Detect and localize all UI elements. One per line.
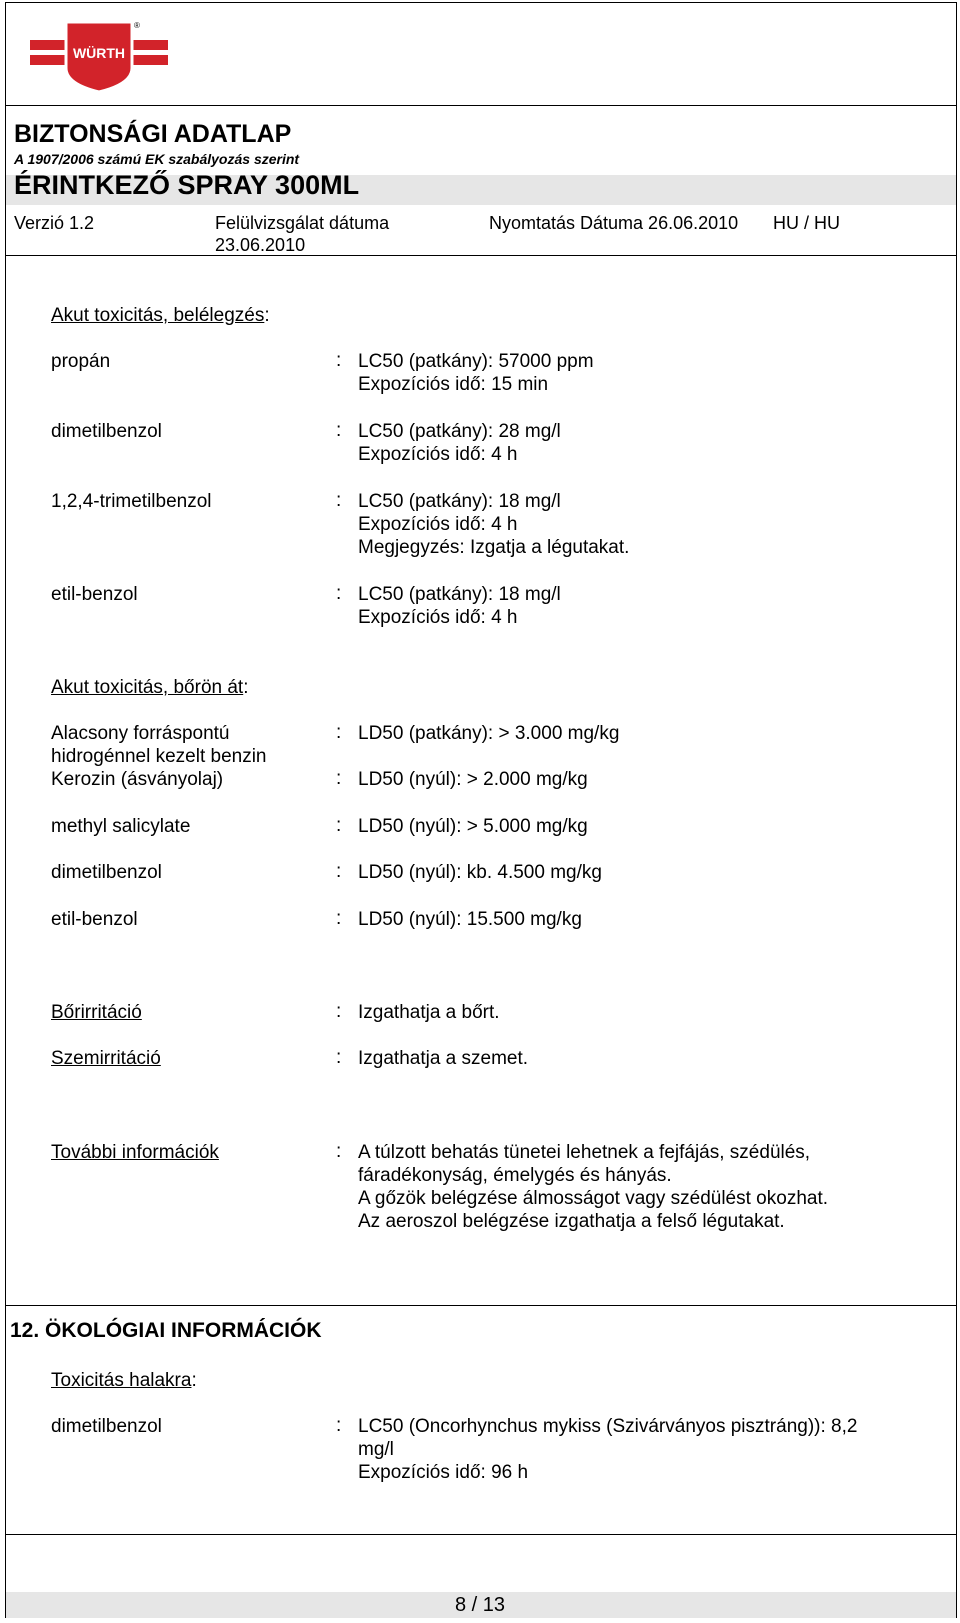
inhalation-value: LC50 (patkány): 18 mg/l (358, 491, 561, 512)
dermal-value: LD50 (nyúl): kb. 4.500 mg/kg (358, 862, 602, 883)
colon: : (336, 722, 342, 743)
page-number: 8 / 13 (454, 1594, 506, 1616)
dermal-substance: Kerozin (ásványolaj) (51, 769, 224, 790)
dermal-heading: Akut toxicitás, bőrön át: (51, 677, 249, 698)
section-divider (6, 1305, 956, 1306)
further-info-line: A túlzott behatás tünetei lehetnek a fejfájás, szédülés, (358, 1142, 811, 1163)
eye-irritation-value: Izgathatja a szemet. (358, 1048, 529, 1069)
colon: : (336, 420, 342, 441)
colon: : (336, 908, 342, 929)
inhalation-value: Expozíciós idő: 4 h (358, 607, 518, 628)
inhalation-value: LC50 (patkány): 18 mg/l (358, 584, 561, 605)
colon: : (336, 1415, 342, 1436)
version: Verzió 1.2 (14, 213, 95, 233)
dermal-value: LD50 (patkány): > 3.000 mg/kg (358, 723, 620, 744)
colon: : (336, 768, 342, 789)
inhalation-value: Expozíciós idő: 4 h (358, 514, 518, 535)
inhalation-substance-xylene: dimetilbenzol (51, 421, 162, 442)
colon: : (336, 490, 342, 511)
product-name: ÉRINTKEZŐ SPRAY 300ML (14, 170, 360, 200)
further-info-label: További információk (51, 1142, 219, 1163)
revision-label: Felülvizsgálat dátuma (215, 213, 390, 233)
fish-toxicity-heading: Toxicitás halakra: (51, 1370, 197, 1391)
eye-irritation-label: Szemirritáció (51, 1048, 161, 1069)
further-info-line: fáradékonyság, émelygés és hányás. (358, 1165, 672, 1186)
fish-value: mg/l (358, 1439, 394, 1460)
section-12-title: 12. ÖKOLÓGIAI INFORMÁCIÓK (10, 1319, 322, 1342)
dermal-substance: hidrogénnel kezelt benzin (51, 746, 267, 767)
colon: : (336, 583, 342, 604)
colon: : (336, 861, 342, 882)
fish-substance: dimetilbenzol (51, 1416, 162, 1437)
language: HU / HU (773, 213, 840, 233)
revision-date: 23.06.2010 (215, 235, 306, 255)
colon: : (336, 1001, 342, 1022)
colon: : (336, 350, 342, 371)
further-info-line: A gőzök belégzése álmosságot vagy szédülést okozhat. (358, 1188, 829, 1209)
colon: : (336, 1141, 342, 1162)
dermal-value: LD50 (nyúl): > 5.000 mg/kg (358, 816, 588, 837)
inhalation-substance-ethylbenzene: etil-benzol (51, 584, 138, 605)
header-rule (6, 105, 956, 106)
skin-irritation-value: Izgathatja a bőrt. (358, 1002, 500, 1023)
fish-value: LC50 (Oncorhynchus mykiss (Szivárványos pisztráng)): 8,2 (358, 1416, 858, 1437)
svg-text:®: ® (134, 21, 140, 30)
regulation-subtitle: A 1907/2006 számú EK szabályozás szerint (14, 151, 300, 167)
wurth-logo (28, 18, 178, 98)
header-bottom-rule (6, 255, 956, 256)
dermal-substance: methyl salicylate (51, 816, 191, 837)
inhalation-value: Expozíciós idő: 4 h (358, 444, 518, 465)
further-info-line: Az aeroszol belégzése izgathatja a felső légutakat. (358, 1211, 785, 1232)
inhalation-value: Expozíciós idő: 15 min (358, 374, 549, 395)
print-date: Nyomtatás Dátuma 26.06.2010 (489, 213, 739, 233)
inhalation-value: LC50 (patkány): 57000 ppm (358, 351, 594, 372)
inhalation-heading: Akut toxicitás, belélegzés: (51, 305, 270, 326)
logo-wordmark: WÜRTH (72, 45, 126, 61)
dermal-substance: Alacsony forráspontú (51, 723, 230, 744)
dermal-value: LD50 (nyúl): > 2.000 mg/kg (358, 769, 588, 790)
colon: : (336, 1047, 342, 1068)
footer-rule (6, 1534, 956, 1535)
colon: : (336, 815, 342, 836)
inhalation-substance-propane: propán (51, 351, 111, 372)
skin-irritation-label: Bőrirritáció (51, 1002, 142, 1023)
inhalation-value: LC50 (patkány): 28 mg/l (358, 421, 561, 442)
dermal-substance: etil-benzol (51, 909, 138, 930)
document-title: BIZTONSÁGI ADATLAP (14, 120, 292, 148)
wurth-logo-graphic (28, 18, 178, 98)
inhalation-note: Megjegyzés: Izgatja a légutakat. (358, 537, 630, 558)
dermal-substance: dimetilbenzol (51, 862, 162, 883)
inhalation-substance-trimethylbenzene: 1,2,4-trimetilbenzol (51, 491, 212, 512)
fish-value: Expozíciós idő: 96 h (358, 1462, 529, 1483)
dermal-value: LD50 (nyúl): 15.500 mg/kg (358, 909, 582, 930)
